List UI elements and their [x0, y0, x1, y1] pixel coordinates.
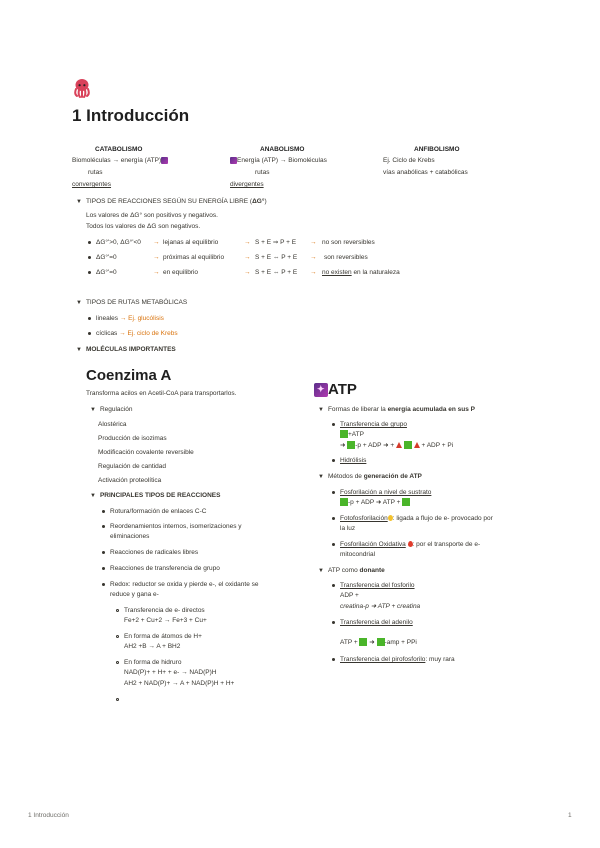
- list-item: Alostérica: [98, 421, 127, 428]
- formula-line: ADP +: [340, 592, 359, 599]
- toggle-moleculas[interactable]: ▼ MOLÉCULAS IMPORTANTES: [76, 346, 176, 353]
- red-triangle-icon: [414, 442, 420, 448]
- list-item-cont: la luz: [340, 525, 356, 532]
- list-item-cont: eliminaciones: [110, 533, 150, 540]
- sub-item: Transferencia de e- directos: [116, 606, 205, 615]
- list-item: Redox: reductor se oxida y pierde e-, el oxidante se: [102, 580, 259, 589]
- note-2: Todos los valores de ΔG son negativos.: [86, 223, 201, 230]
- sub-item-formula: AH2 + NAD(P)+ → A + NAD(P)H + H+: [124, 680, 235, 687]
- anabolismo-line1: Energía (ATP) → Biomoléculas: [230, 156, 327, 165]
- triangle-down-icon: ▼: [318, 568, 324, 574]
- sub-item-empty: [116, 695, 124, 704]
- reaction-eq: S + E ⇔ P + E: [255, 269, 298, 276]
- list-item: Reacciones de transferencia de grupo: [102, 564, 220, 573]
- reaction-eq: S + E ⇒ P + E: [255, 239, 297, 246]
- green-square-icon: [340, 498, 348, 506]
- toggle-reacciones[interactable]: ▼ TIPOS DE REACCIONES SEGÚN SU ENERGÍA LIBRE (ΔG°): [76, 198, 267, 205]
- arrow-icon: →: [310, 269, 317, 276]
- green-square-icon: [340, 430, 348, 438]
- toggle-rutas[interactable]: ▼ TIPOS DE RUTAS METABÓLICAS: [76, 299, 188, 306]
- sparkle-icon: [230, 157, 237, 164]
- list-item: Fotofosforilación : ligada a flujo de e- provocado por: [332, 514, 493, 523]
- sparkle-icon: [161, 157, 168, 164]
- arrow-icon: →: [153, 269, 160, 276]
- catabolismo-line3: convergentes: [72, 181, 112, 188]
- sub-item: En forma de átomos de H+: [116, 632, 202, 641]
- page-title: 1 Introducción: [72, 106, 190, 125]
- green-square-icon: [402, 498, 410, 506]
- arrow-icon: →: [310, 239, 317, 246]
- triangle-down-icon: ▼: [76, 199, 82, 205]
- formula-line: -p + ADP ➜ ATP +: [340, 498, 410, 507]
- green-square-icon: [359, 638, 367, 646]
- list-item: Producción de isozimas: [98, 435, 167, 442]
- formula-line: +ATP: [340, 430, 364, 439]
- green-square-icon: [404, 441, 412, 449]
- atp-title: ✦ATP: [314, 381, 357, 398]
- anfibolismo-line2: vías anabólicas + catabólicas: [383, 169, 468, 176]
- list-item: Transferencia del adenilo: [332, 618, 413, 627]
- anabolismo-line3: divergentes: [230, 181, 264, 188]
- anabolismo-header: ANABOLISMO: [260, 146, 305, 153]
- arrow-icon: →: [153, 254, 160, 261]
- toggle-metodos[interactable]: ▼ Métodos de generación de ATP: [318, 473, 422, 480]
- toggle-donante[interactable]: ▼ ATP como donante: [318, 567, 385, 574]
- sub-item-formula: NAD(P)+ + H+ + e- → NAD(P)H: [124, 669, 217, 676]
- list-item: Reordenamientos internos, isomerizaciones y: [102, 522, 242, 531]
- toggle-formas[interactable]: ▼ Formas de liberar la energía acumulada en sus P: [318, 406, 475, 413]
- page-number: 1: [568, 812, 572, 819]
- toggle-regulacion[interactable]: ▼ Regulación: [90, 406, 133, 413]
- arrow-icon: →: [153, 239, 160, 246]
- triangle-down-icon: ▼: [318, 407, 324, 413]
- anabolismo-line2: rutas: [255, 169, 270, 176]
- reaction-desc: lejanas al equilibrio: [163, 239, 219, 246]
- list-item: Rotura/formación de enlaces C-C: [102, 507, 206, 516]
- reaction-result: son reversibles: [324, 254, 368, 261]
- red-triangle-icon: [396, 442, 402, 448]
- list-item: Hidrólisis: [332, 456, 366, 465]
- sub-item-formula: AH2 +B → A + BH2: [124, 643, 181, 650]
- list-item: Fosforilación a nivel de sustrato: [332, 488, 431, 497]
- formula-line: ATP + ➜ -amp + PPi: [340, 639, 417, 646]
- arrow-icon: →: [244, 254, 251, 261]
- triangle-down-icon: ▼: [90, 493, 96, 499]
- list-item: Activación proteolítica: [98, 477, 162, 484]
- reaction-result: no son reversibles: [322, 239, 375, 246]
- reaction-row: ΔG°'=0: [88, 268, 117, 277]
- list-item: lineales → Ej. glucólisis: [88, 314, 164, 323]
- sub-item-formula: Fe+2 + Cu+2 → Fe+3 + Cu+: [124, 617, 207, 624]
- arrow-icon: →: [310, 254, 317, 261]
- note-1: Los valores de ΔG° son positivos y negativos.: [86, 212, 218, 219]
- coenzima-title: Coenzima A: [86, 367, 172, 384]
- catabolismo-header: CATABOLISMO: [95, 146, 143, 153]
- footer-title: 1 Introducción: [28, 812, 69, 819]
- reaction-result: no existen en la naturaleza: [322, 269, 400, 276]
- triangle-down-icon: ▼: [90, 407, 96, 413]
- list-item: Reacciones de radicales libres: [102, 548, 198, 557]
- catabolismo-line2: rutas: [88, 169, 103, 176]
- toggle-principales[interactable]: ▼ PRINCIPALES TIPOS DE REACCIONES: [90, 492, 221, 499]
- list-item: Fosforilación Oxidativa : por el transporte de e-: [332, 540, 480, 549]
- anfibolismo-line1: Ej. Ciclo de Krebs: [383, 157, 435, 164]
- list-item: Transferencia del pirofosforilo: muy rara: [332, 655, 455, 664]
- reaction-desc: próximas al equilibrio: [163, 254, 225, 261]
- triangle-down-icon: ▼: [76, 347, 82, 353]
- triangle-down-icon: ▼: [318, 474, 324, 480]
- list-item: Regulación de cantidad: [98, 463, 166, 470]
- list-item-cont: reduce y gana e-: [110, 591, 159, 598]
- list-item: Modificación covalente reversible: [98, 449, 194, 456]
- coenzima-desc: Transforma acilos en Acetil-CoA para transportarlos.: [86, 390, 237, 397]
- reaction-desc: en equilibrio: [163, 269, 199, 276]
- formula-line: ➜ -p + ADP ➜ + + ADP + Pi: [340, 442, 454, 449]
- reaction-eq: S + E ⇔ P + E: [255, 254, 298, 261]
- green-square-icon: [377, 638, 385, 646]
- anfibolismo-header: ANFIBOLISMO: [414, 146, 460, 153]
- formula-line: creatina-p ➜ ATP + creatina: [340, 603, 421, 610]
- arrow-icon: →: [244, 269, 251, 276]
- sparkle-icon: [314, 383, 328, 397]
- reaction-row: ΔG°'>0, ΔG°'<0: [88, 238, 141, 247]
- list-item: cíclicas → Ej. ciclo de Krebs: [88, 329, 178, 338]
- sub-item: En forma de hidruro: [116, 658, 181, 667]
- catabolismo-line1: Biomoléculas → energía (ATP): [72, 156, 168, 165]
- list-item-cont: mitocondrial: [340, 551, 376, 558]
- triangle-down-icon: ▼: [76, 300, 82, 306]
- arrow-icon: →: [244, 239, 251, 246]
- octopus-icon: [72, 78, 92, 98]
- list-item: Transferencia del fosforilo: [332, 581, 415, 590]
- list-item: Transferencia de grupo: [332, 420, 407, 429]
- reaction-row: ΔG°'=0: [88, 253, 117, 262]
